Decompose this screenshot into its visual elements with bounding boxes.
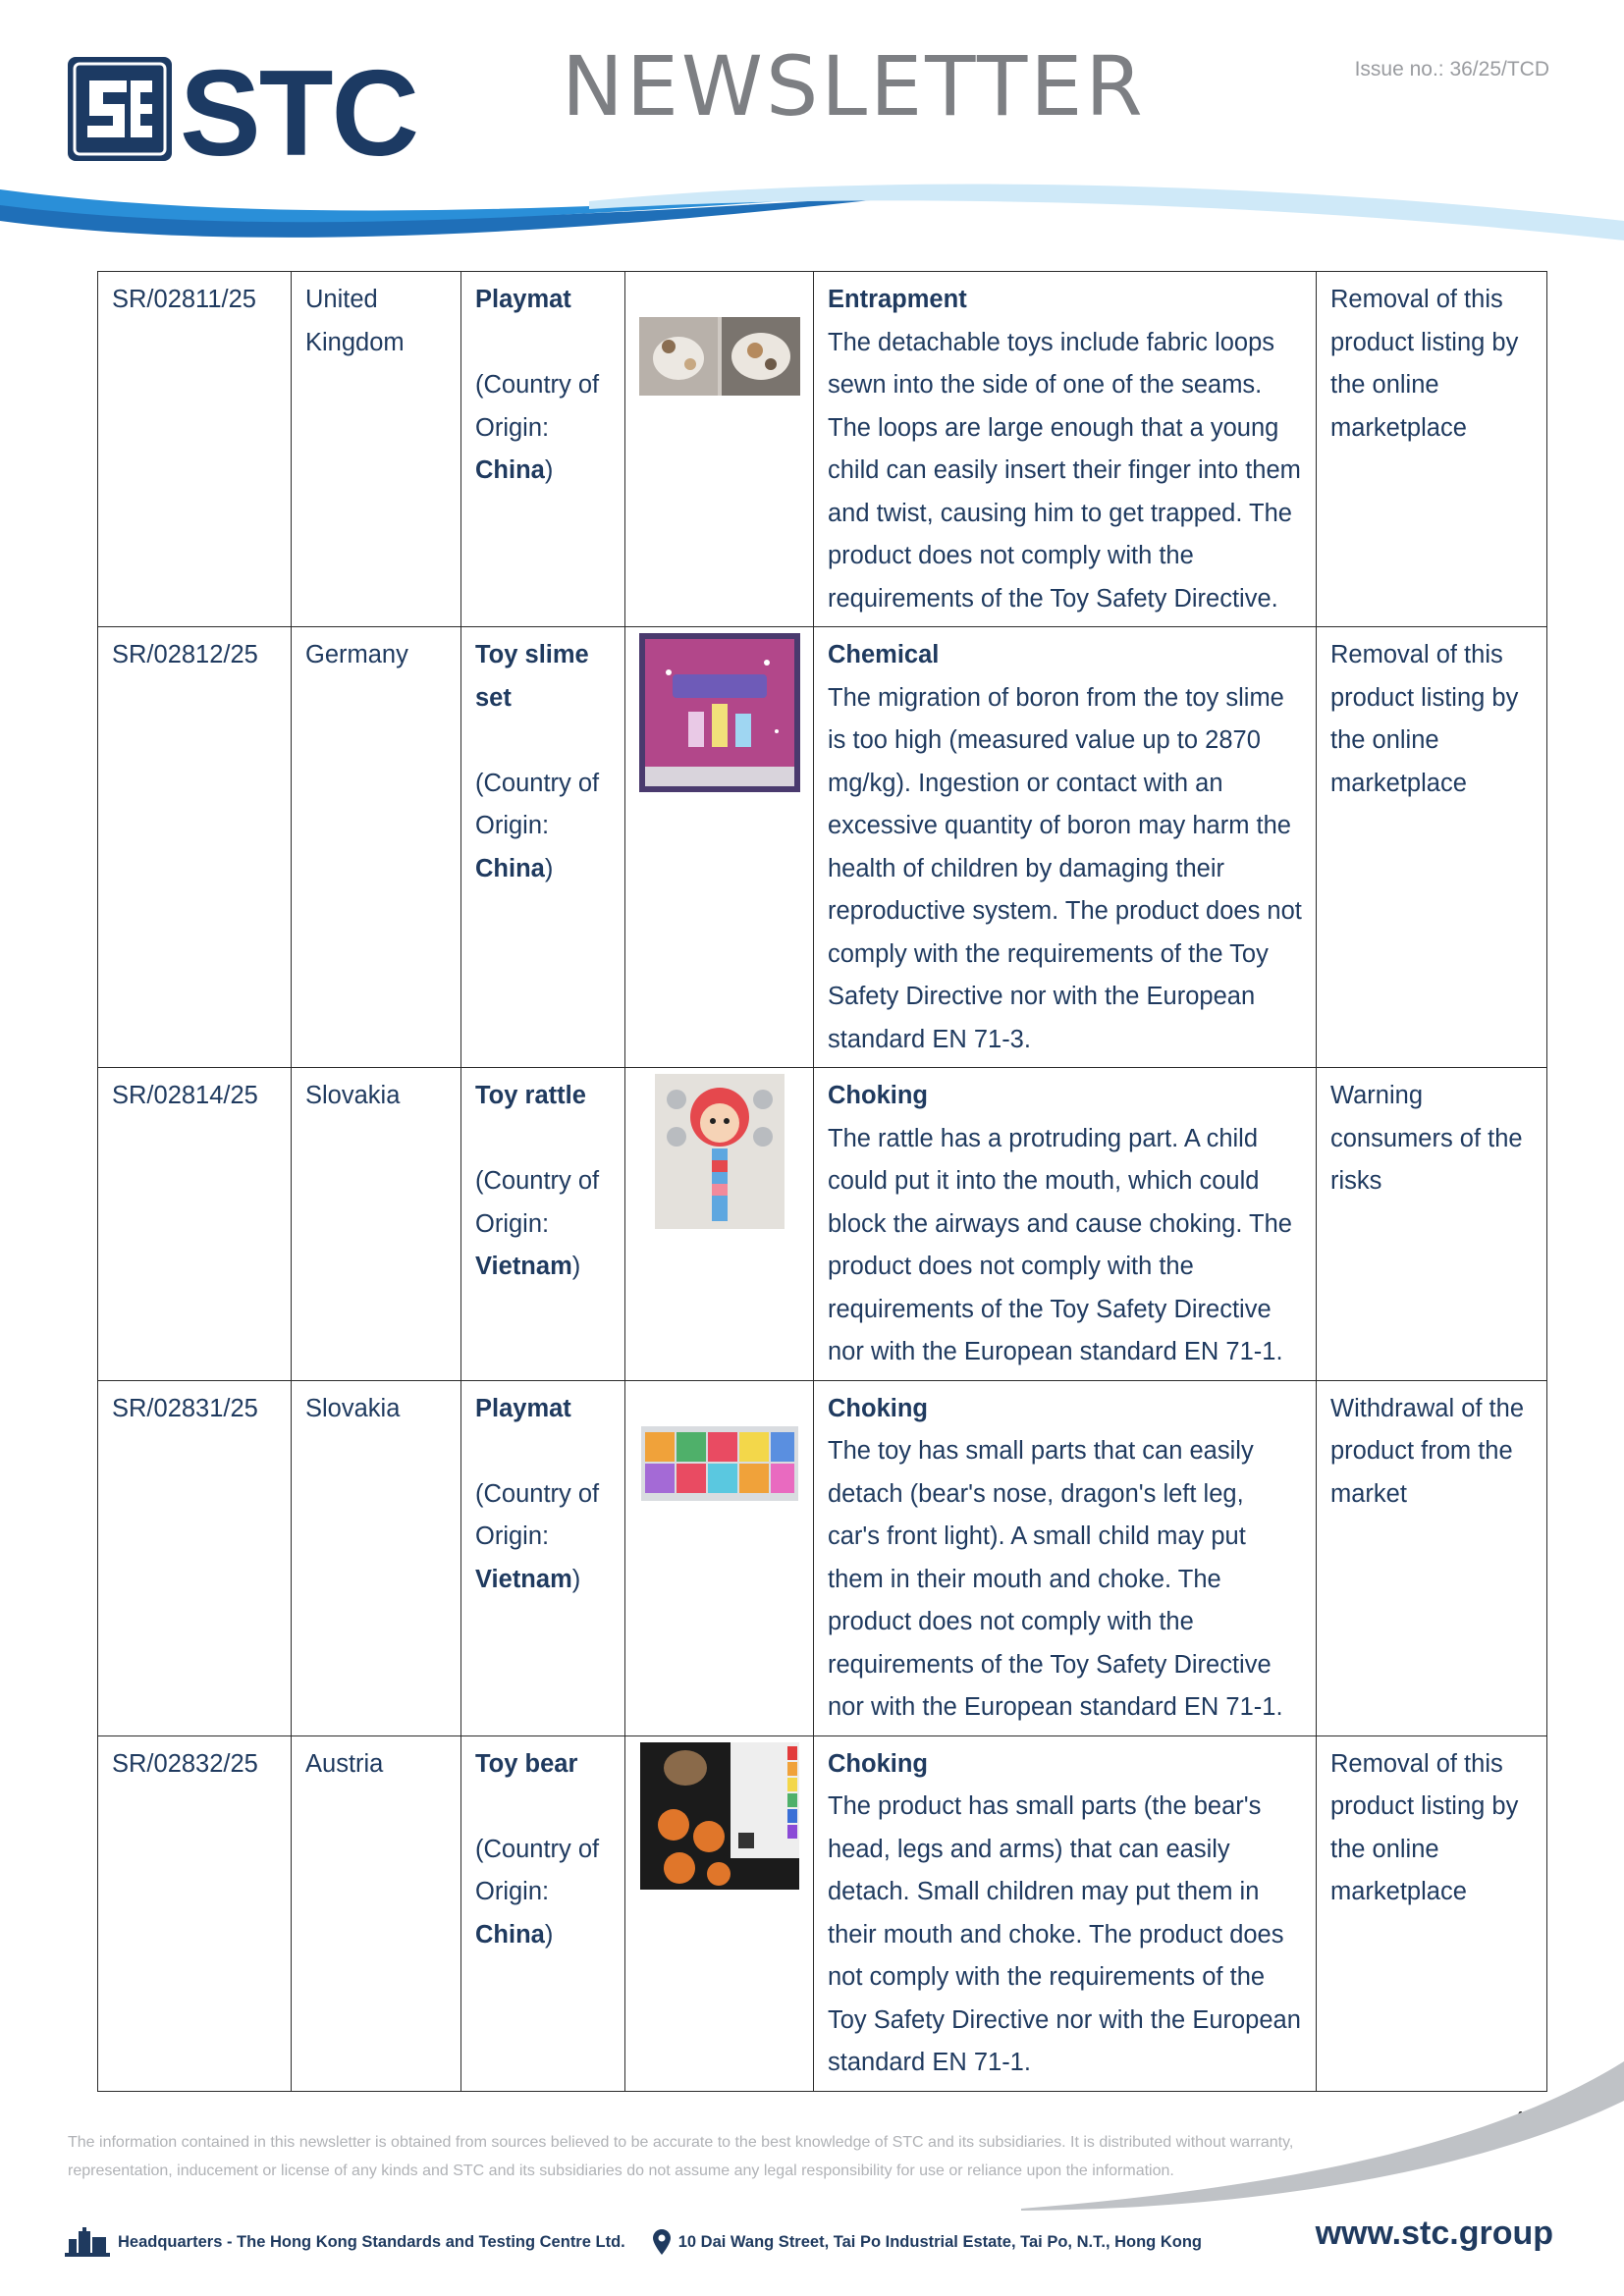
header-swoosh bbox=[0, 182, 1624, 260]
building-icon bbox=[65, 2227, 110, 2257]
hazard-cell bbox=[814, 627, 1317, 1068]
toy-rattle-photo bbox=[655, 1074, 785, 1229]
product-name: Toy slime set bbox=[475, 641, 589, 712]
product-name: Playmat bbox=[475, 286, 571, 313]
ref-cell: SR/02831/25 bbox=[98, 1380, 292, 1735]
headquarters-text: Headquarters - The Hong Kong Standards and Testing Centre Ltd. bbox=[118, 2232, 625, 2251]
hazard-description: The toy has small parts that can easily detach (bear's nose, dragon's left leg, car's front light). A small child may put them in their mouth and choke. The product does not comply with the requirements of the Toy Safety Directive nor with the European standard EN 71-1. bbox=[828, 1437, 1283, 1721]
hazard-cell bbox=[814, 272, 1317, 627]
origin-country: Vietnam bbox=[475, 1253, 572, 1280]
stc-logo bbox=[68, 57, 460, 163]
hazard-cell bbox=[814, 1068, 1317, 1381]
toy-bear-photo bbox=[640, 1742, 799, 1890]
image-cell bbox=[625, 627, 814, 1068]
image-cell bbox=[625, 1380, 814, 1735]
table-row bbox=[98, 1380, 1547, 1735]
location-pin-icon bbox=[653, 2229, 671, 2255]
origin-suffix: ) bbox=[544, 456, 554, 484]
hazard-type: Choking bbox=[828, 1394, 928, 1422]
measure-cell: Warning consumers of the risks bbox=[1317, 1068, 1547, 1381]
measure-cell: Removal of this product listing by the online marketplace bbox=[1317, 627, 1547, 1068]
product-alert-table bbox=[97, 271, 1547, 2092]
measure-cell: Removal of this product listing by the online marketplace bbox=[1317, 272, 1547, 627]
newsletter-title: NEWSLETTER bbox=[562, 38, 1146, 134]
product-name: Playmat bbox=[475, 1394, 571, 1422]
hazard-type: Choking bbox=[828, 1749, 928, 1778]
country-cell: Slovakia bbox=[292, 1380, 461, 1735]
hazard-cell bbox=[814, 1735, 1317, 2091]
table-row bbox=[98, 1068, 1547, 1381]
measure-cell: Withdrawal of the product from the market bbox=[1317, 1380, 1547, 1735]
hazard-description: The detachable toys include fabric loops sewn into the side of one of the seams. The loops are large enough that a young child can easily insert their finger into them and twist, causing him to get trapped. The product does not comply with the requirements of the Toy Safety Directive. bbox=[828, 328, 1301, 613]
origin-suffix: ) bbox=[571, 1253, 581, 1280]
slime-kit-box-photo bbox=[639, 633, 800, 792]
hazard-description: The product has small parts (the bear's head, legs and arms) that can easily detach. Small children may put them in their mouth and choke. The product does not comply with the requirements of the Toy Safety Directive nor with the European standard EN 71-1. bbox=[828, 1792, 1301, 2076]
ref-cell: SR/02811/25 bbox=[98, 272, 292, 627]
country-cell: Germany bbox=[292, 627, 461, 1068]
country-cell: United Kingdom bbox=[292, 272, 461, 627]
hazard-type: Entrapment bbox=[828, 286, 967, 313]
product-cell bbox=[461, 1068, 625, 1381]
origin-country: China bbox=[475, 854, 545, 882]
origin-prefix: (Country of Origin: bbox=[475, 769, 600, 839]
table-row bbox=[98, 272, 1547, 627]
product-cell bbox=[461, 627, 625, 1068]
ref-cell: SR/02832/25 bbox=[98, 1735, 292, 2091]
origin-country: Vietnam bbox=[475, 1565, 572, 1593]
disclaimer: The information contained in this newsletter is obtained from sources believed to be accurate to the best knowledge of STC and its subsidiaries. It is distributed without warranty, representation, inducement or license of any kinds and STC and its subsidiaries do not assume any legal responsibility for use or reliance upon the information. bbox=[68, 2134, 1294, 2179]
measure-cell: Removal of this product listing by the online marketplace bbox=[1317, 1735, 1547, 2091]
address-text: 10 Dai Wang Street, Tai Po Industrial Estate, Tai Po, N.T., Hong Kong bbox=[677, 2232, 1202, 2251]
table-row bbox=[98, 1735, 1547, 2091]
origin-prefix: (Country of Origin: bbox=[475, 1479, 600, 1550]
country-cell: Austria bbox=[292, 1735, 461, 2091]
product-cell bbox=[461, 1735, 625, 2091]
image-cell bbox=[625, 1735, 814, 2091]
image-cell bbox=[625, 1068, 814, 1381]
country-cell: Slovakia bbox=[292, 1068, 461, 1381]
origin-prefix: (Country of Origin: bbox=[475, 371, 600, 442]
origin-suffix: ) bbox=[544, 854, 554, 882]
product-name: Toy bear bbox=[475, 1749, 578, 1778]
issue-number: Issue no.: 36/25/TCD bbox=[1354, 58, 1549, 80]
hazard-description: The migration of boron from the toy slime is too high (measured value up to 2870 mg/kg). Ingestion or contact with an excessive quantity of boron may harm the health of children by damaging their reproductive system. The product does not comply with the requirements of the Toy Safety Directive nor with the European standard EN 71-3. bbox=[828, 683, 1302, 1053]
foam-playmat-photo bbox=[641, 1426, 798, 1501]
logo-text: STC bbox=[180, 57, 417, 163]
origin-suffix: ) bbox=[544, 1920, 554, 1949]
website-link[interactable]: www.stc.group bbox=[1315, 2215, 1553, 2252]
hazard-type: Choking bbox=[828, 1082, 928, 1109]
origin-prefix: (Country of Origin: bbox=[475, 1167, 600, 1238]
product-cell bbox=[461, 272, 625, 627]
ref-cell: SR/02814/25 bbox=[98, 1068, 292, 1381]
image-cell bbox=[625, 272, 814, 627]
origin-country: China bbox=[475, 1920, 545, 1949]
origin-prefix: (Country of Origin: bbox=[475, 1835, 600, 1905]
hazard-type: Chemical bbox=[828, 641, 940, 668]
origin-suffix: ) bbox=[571, 1565, 581, 1593]
playmat-toys-photo bbox=[639, 317, 800, 396]
product-name: Toy rattle bbox=[475, 1082, 586, 1109]
table-row bbox=[98, 627, 1547, 1068]
hazard-description: The rattle has a protruding part. A child could put it into the mouth, which could block the airways and cause choking. The product does not comply with the requirements of the Toy Safety Directive nor with the European standard EN 71-1. bbox=[828, 1124, 1292, 1365]
hazard-cell bbox=[814, 1380, 1317, 1735]
ref-cell: SR/02812/25 bbox=[98, 627, 292, 1068]
product-cell bbox=[461, 1380, 625, 1735]
origin-country: China bbox=[475, 456, 545, 484]
